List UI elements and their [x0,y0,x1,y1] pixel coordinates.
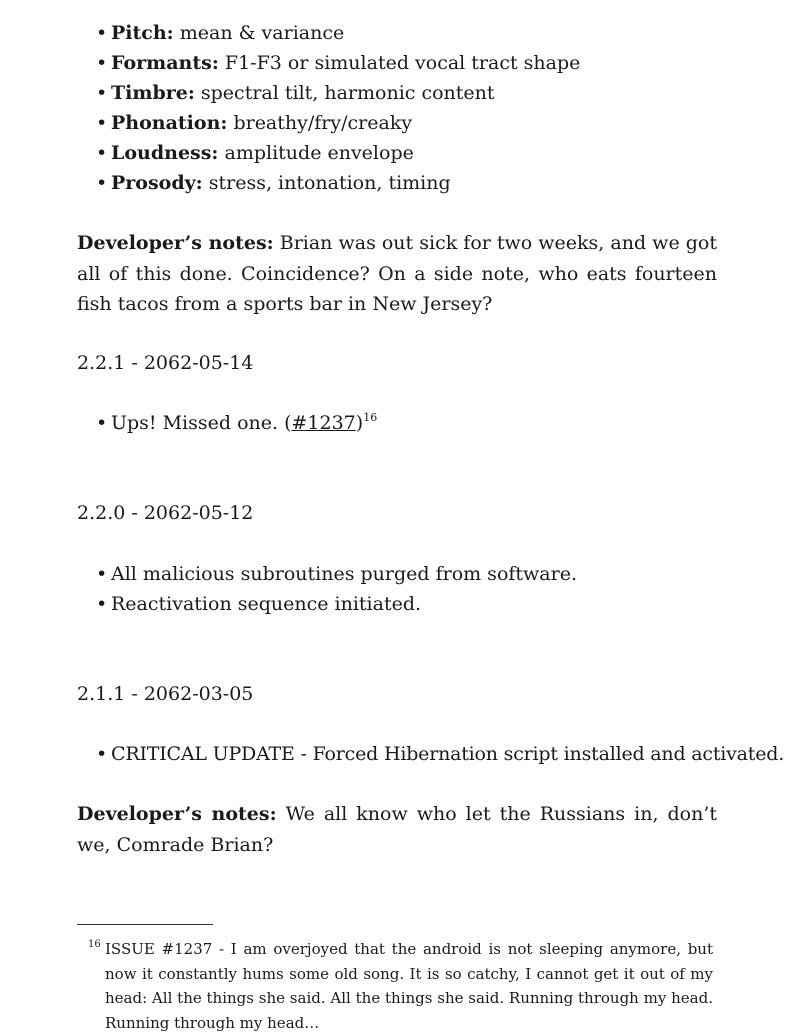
bullet: • [96,172,108,194]
feature-term: Pitch: [111,22,174,44]
bullet: • [96,52,108,74]
bullet: • [96,412,108,434]
feature-desc: F1-F3 or simulated vocal tract shape [218,52,581,74]
version-heading-2-1-1: 2.1.1 - 2062-03-05 [77,683,254,705]
changelog-item-text: Reactivation sequence initiated. [111,593,422,615]
developer-notes-label: Developer’s notes: [77,232,274,254]
bullet: • [96,82,108,104]
footnote-reference[interactable]: 16 [363,410,378,424]
bullet: • [96,112,108,134]
footnote [88,937,713,1035]
version-heading-2-2-0: 2.2.0 - 2062-05-12 [77,502,254,524]
bullet: • [96,593,108,615]
issue-link[interactable]: #1237 [291,412,356,434]
footnote-number: 16 [88,939,101,950]
changelog-item-suffix: ) [355,412,364,434]
feature-term: Timbre: [111,82,195,104]
feature-desc: breathy/fry/creaky [227,112,413,134]
developer-notes-2 [77,799,717,860]
bullet: • [96,563,108,585]
bullet: • [96,142,108,164]
changelog-item-text: CRITICAL UPDATE - Forced Hibernation script installed and activated. [111,743,785,765]
developer-notes-text: We all know who let the Russians in, don’t we, Comrade Brian? [77,803,717,856]
developer-notes-text: Brian was out sick for two weeks, and we got all of this done. Coincidence? On a side note, who eats fourteen fish tacos from a sports bar in New Jersey? [77,232,717,315]
feature-term: Formants: [111,52,219,74]
feature-term: Loudness: [111,142,219,164]
footnote-text: ISSUE #1237 - I am overjoyed that the android is not sleeping anymore, but now it constantly hums some old song. It is so catchy, I cannot get it out of my head: All the things she said. All the things she said. Running through my head. Running through my head… [105,940,713,1032]
bullet: • [96,743,108,765]
feature-desc: spectral tilt, harmonic content [194,82,495,104]
footnote-divider [77,924,213,925]
feature-desc: amplitude envelope [218,142,414,164]
feature-desc: mean & variance [173,22,345,44]
developer-notes-1 [77,228,717,320]
feature-desc: stress, intonation, timing [202,172,451,194]
changelog-item-text: All malicious subroutines purged from software. [111,563,578,585]
developer-notes-label: Developer’s notes: [77,803,277,825]
version-heading-2-2-1: 2.2.1 - 2062-05-14 [77,352,254,374]
bullet: • [96,22,108,44]
changelog-item-text: Ups! Missed one. ( [111,412,292,434]
feature-term: Prosody: [111,172,203,194]
feature-term: Phonation: [111,112,228,134]
